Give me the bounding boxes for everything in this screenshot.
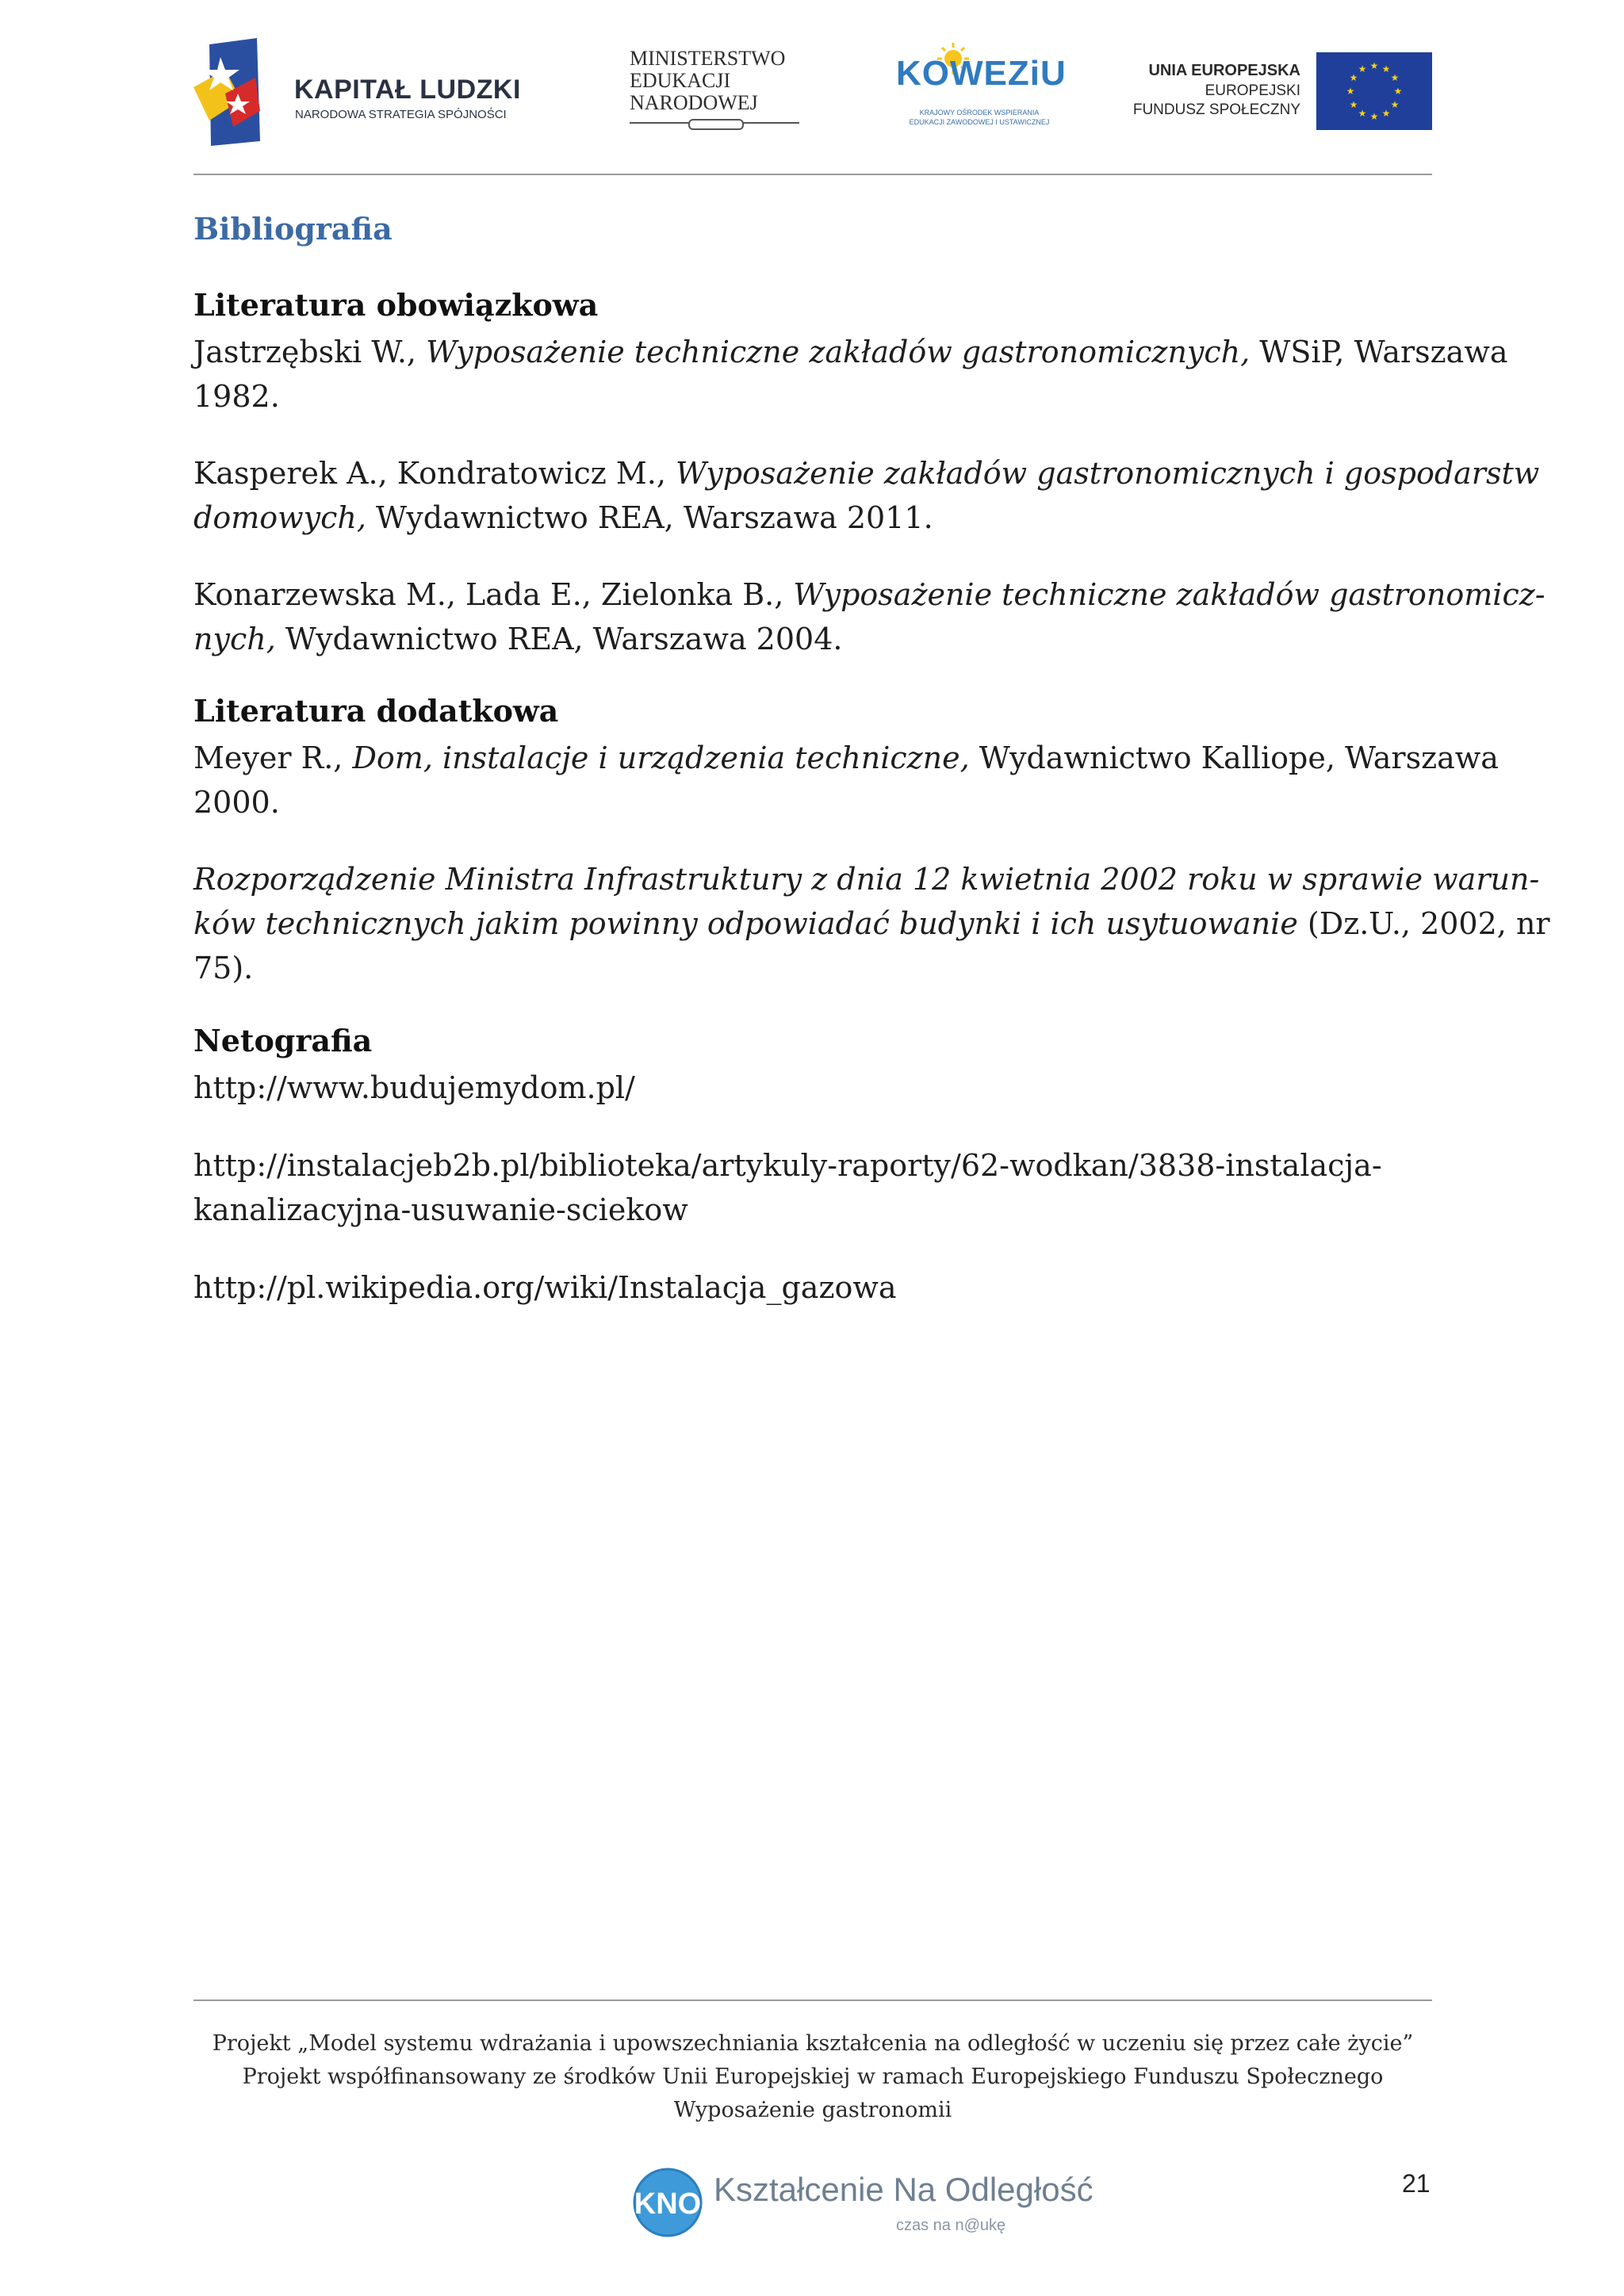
ksztalcenie-na-odleglosc-logo xyxy=(631,2166,1094,2239)
kapital-ludzki-logo xyxy=(193,38,527,147)
svg-text:★: ★ xyxy=(1381,63,1391,75)
page-title: Bibliografia xyxy=(193,211,393,247)
entry-1-title: Wyposażenie techniczne zakładów gastronomicznych, xyxy=(426,335,1251,369)
svg-text:★: ★ xyxy=(1346,86,1355,97)
footer-funding-line: Projekt współfinansowany ze środków Unii Europejskiej w ramach Europejskiego Funduszu Społecznego xyxy=(242,2064,1384,2089)
entry-2-line-1 xyxy=(193,451,1540,496)
kno-title: Kształcenie Na Odległość xyxy=(714,2171,1094,2208)
entry-5-line-2 xyxy=(193,901,1550,946)
kapital-ludzki-title: KAPITAŁ LUDZKI xyxy=(294,75,521,105)
entry-1-author: Jastrzębski W., xyxy=(193,335,427,369)
svg-text:★: ★ xyxy=(1390,72,1400,83)
web-link-2-line-2[interactable]: kanalizacyjna-usuwanie-sciekow xyxy=(193,1192,688,1227)
header-logos xyxy=(193,35,1432,151)
entry-3-publisher: Wydawnictwo REA, Warszawa 2004. xyxy=(275,622,843,656)
footer-course-line: Wyposażenie gastronomii xyxy=(673,2098,952,2122)
kapital-ludzki-emblem-icon xyxy=(193,38,287,146)
ministerstwo-pen-icon xyxy=(688,119,744,130)
ue-line-2: EUROPEJSKI xyxy=(1205,82,1300,99)
entry-2-title: Wyposażenie zakładów gastronomicznych i gospodarstw xyxy=(676,456,1540,491)
koweziu-sub-1: KRAJOWY OŚRODEK WSPIERANIA xyxy=(919,109,1040,117)
svg-text:★: ★ xyxy=(1393,86,1403,97)
entry-3-title: Wyposażenie techniczne zakładów gastronomicz- xyxy=(793,577,1545,612)
section-additional-heading: Literatura dodatkowa xyxy=(193,693,559,729)
ministerstwo-logo xyxy=(630,48,812,135)
entry-3-author: Konarzewska M., Lada E., Zielonka B., xyxy=(193,577,794,612)
entry-2-publisher: Wydawnictwo REA, Warszawa 2011. xyxy=(366,500,933,535)
section-required-heading: Literatura obowiązkowa xyxy=(193,287,599,323)
web-link-2-line-1[interactable]: http://instalacjeb2b.pl/biblioteka/artykuly-raporty/62-wodkan/3838-instalacja- xyxy=(193,1148,1382,1183)
eu-flag-icon xyxy=(1316,52,1432,130)
web-link-2[interactable] xyxy=(193,1143,1382,1232)
entry-4-line-2: 2000. xyxy=(193,785,280,820)
entry-5-title-cont: ków technicznych jakim powinny odpowiadać budynki i ich usytuowanie xyxy=(193,906,1298,941)
unia-europejska-logo xyxy=(1132,52,1432,135)
ue-line-3: FUNDUSZ SPOŁECZNY xyxy=(1132,101,1300,118)
bibliography-entry-4 xyxy=(193,736,1499,825)
kno-globe-icon xyxy=(631,2166,704,2239)
entry-3-line-2 xyxy=(193,617,1432,661)
koweziu-name: KOWEZiU xyxy=(896,54,1067,93)
page-number: 21 xyxy=(1402,2169,1431,2198)
svg-text:★: ★ xyxy=(1369,111,1379,122)
bibliography-entry-1 xyxy=(193,330,1508,419)
svg-text:★: ★ xyxy=(1358,108,1367,119)
entry-2-author: Kasperek A., Kondratowicz M., xyxy=(193,456,676,491)
entry-5-citation: (Dz.U., 2002, nr xyxy=(1297,906,1550,941)
ue-line-1: UNIA EUROPEJSKA xyxy=(1148,62,1300,79)
svg-text:★: ★ xyxy=(1349,72,1358,83)
eu-stars-icon xyxy=(1316,52,1432,130)
kno-subtitle: czas na n@ukę xyxy=(896,2217,1006,2234)
footer-project-line: Projekt „Model systemu wdrażania i upowszechniania kształcenia na odległość w uczeniu się przez całe życie” xyxy=(212,2031,1414,2056)
entry-3-title-cont: nych, xyxy=(193,622,276,656)
svg-text:★: ★ xyxy=(1349,99,1358,110)
bibliography-entry-5 xyxy=(193,857,1550,990)
koweziu-sub-2: EDUKACJI ZAWODOWEJ I USTAWICZNEJ xyxy=(909,118,1050,126)
entry-1-line-1 xyxy=(193,330,1508,374)
entry-4-line-1 xyxy=(193,736,1499,780)
svg-text:★: ★ xyxy=(1369,60,1379,71)
bibliography-entry-3 xyxy=(193,572,1545,661)
entry-1-line-2: 1982. xyxy=(193,379,280,414)
entry-3-line-1 xyxy=(193,572,1545,617)
svg-text:★: ★ xyxy=(1390,99,1400,110)
svg-text:KNO: KNO xyxy=(634,2187,702,2221)
bibliography-entry-2 xyxy=(193,451,1540,540)
entry-1-publisher: WSiP, Warszawa xyxy=(1250,335,1508,369)
koweziu-logo xyxy=(896,40,1071,146)
koweziu-subtitle xyxy=(904,108,1055,127)
ministerstwo-line-3: NARODOWEJ xyxy=(630,91,758,114)
entry-5-line-1: Rozporządzenie Ministra Infrastruktury z dnia 12 kwietnia 2002 roku w sprawie warun- xyxy=(193,862,1540,897)
footer-divider xyxy=(193,1999,1432,2001)
section-web-heading: Netografia xyxy=(193,1023,373,1058)
entry-4-title: Dom, instalacje i urządzenia techniczne, xyxy=(352,740,970,775)
entry-2-line-2 xyxy=(193,496,1432,540)
svg-text:★: ★ xyxy=(1381,108,1391,119)
entry-5-line-3: 75). xyxy=(193,951,254,985)
entry-2-title-cont: domowych, xyxy=(193,500,366,535)
entry-4-author: Meyer R., xyxy=(193,740,353,775)
kapital-ludzki-subtitle: NARODOWA STRATEGIA SPÓJNOŚCI xyxy=(295,108,507,121)
web-link-3[interactable]: http://pl.wikipedia.org/wiki/Instalacja_gazowa xyxy=(193,1270,897,1305)
ministerstwo-line-2: EDUKACJI xyxy=(630,69,731,92)
web-link-1[interactable]: http://www.budujemydom.pl/ xyxy=(193,1070,635,1105)
header-divider xyxy=(193,174,1432,175)
ministerstwo-line-1: MINISTERSTWO xyxy=(630,47,786,70)
svg-text:★: ★ xyxy=(1358,63,1367,75)
entry-4-publisher: Wydawnictwo Kalliope, Warszawa xyxy=(969,740,1499,775)
